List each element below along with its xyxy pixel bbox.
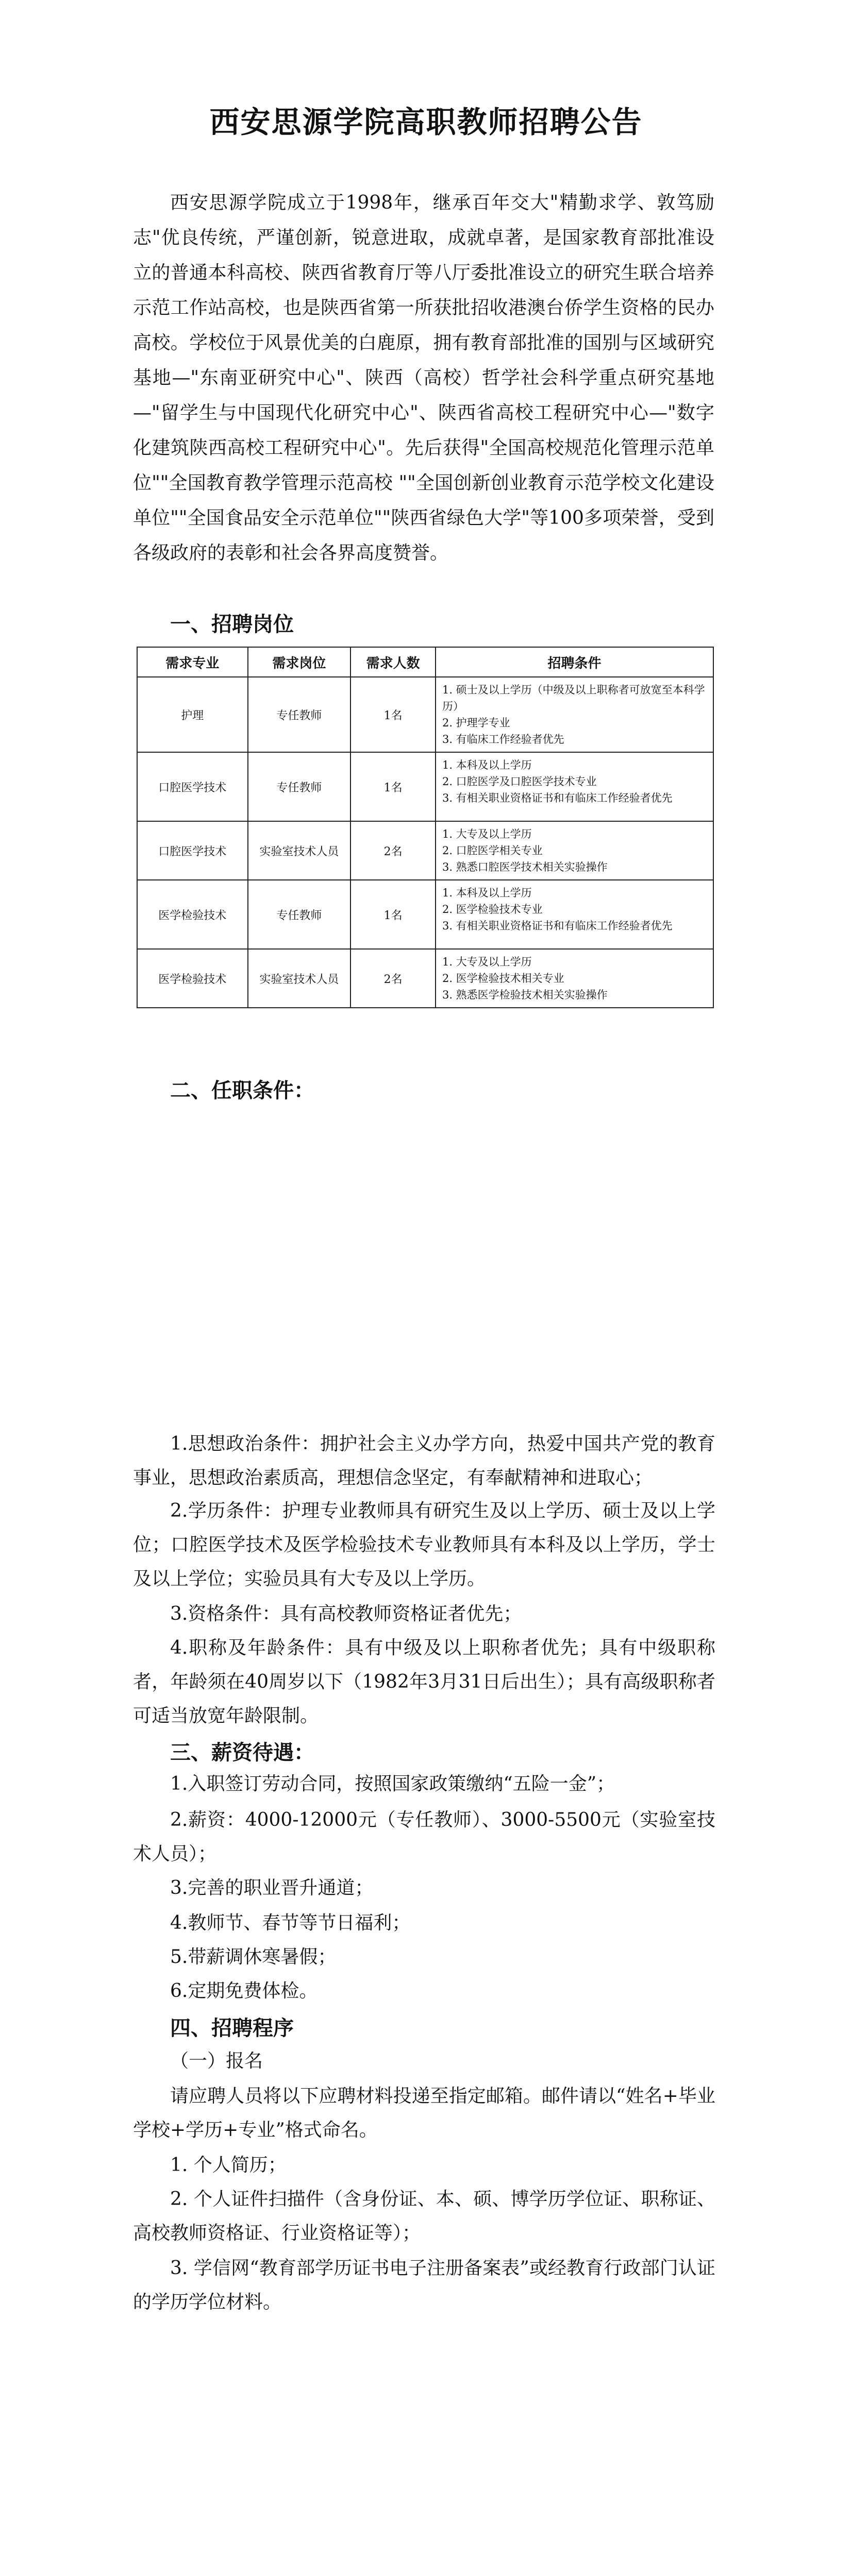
section-heading-requirements: 二、任职条件： — [170, 1078, 314, 1103]
procedure-item: 2. 个人证件扫描件（含身份证、本、硕、博学历学位证、职称证、高校教师资格证、行业资格证等）； — [133, 2189, 715, 2244]
condition-item: 3. 熟悉口腔医学技术相关实验操作 — [442, 861, 608, 873]
cell-conditions — [436, 752, 713, 821]
condition-item: 2. 口腔医学相关专业 — [442, 844, 543, 857]
cell-conditions — [436, 821, 713, 880]
cell-post: 实验室技术人员 — [248, 821, 351, 880]
condition-item: 1. 大专及以上学历 — [442, 956, 532, 968]
header-post: 需求岗位 — [248, 647, 351, 677]
requirement-item: 1.思想政治条件：拥护社会主义办学方向，热爱中国共产党的教育事业，思想政治素质高，理想信念坚定，有奉献精神和进取心； — [133, 1433, 715, 1488]
procedure-intro: 请应聘人员将以下应聘材料投递至指定邮箱。邮件请以“姓名+毕业学校+学历+专业”格式命名。 — [133, 2086, 715, 2141]
cell-post: 实验室技术人员 — [248, 949, 351, 1008]
cell-major: 护理 — [137, 677, 248, 752]
condition-item: 1. 本科及以上学历 — [442, 759, 532, 771]
table-row — [137, 752, 713, 821]
condition-item: 3. 熟悉医学检验技术相关实验操作 — [442, 989, 608, 1001]
intro-paragraph: 西安思源学院成立于1998年，继承百年交大"精勤求学、敦笃励志"优良传统，严谨创新，锐意进取，成就卓著，是国家教育部批准设立的普通本科高校、陕西省教育厅等八厅委批准设立的研究生联合培养示范工作站高校，也是陕西省第一所获批招收港澳台侨学生资格的民办高校。学校位于风景优美的白鹿原，拥有教育部批准的国别与区域研究基地—"东南亚研究中心"、陕西（高校）哲学社会科学重点研究基地—"留学生与中国现代化研究中心"、陕西省高校工程研究中心—"数字化建筑陕西高校工程研究中心"。先后获得"全国高校规范化管理示范单位""全国教育教学管理示范高校 ""全国创新创业教育示范学校文化建设单位""全国食品安全示范单位""陕西省绿色大学"等100多项荣誉，受到各级政府的表彰和社会各界高度赞誉。 — [133, 192, 714, 564]
cell-post: 专任教师 — [248, 677, 351, 752]
cell-major: 医学检验技术 — [137, 949, 248, 1008]
requirement-item: 4.职称及年龄条件：具有中级及以上职称者优先；具有中级职称者，年龄须在40周岁以下（1982年3月31日后出生）；具有高级职称者可适当放宽年龄限制。 — [133, 1637, 715, 1726]
table-row — [137, 949, 713, 1008]
condition-item: 1. 大专及以上学历 — [442, 828, 532, 840]
salary-item: 5.带薪调休寒暑假； — [170, 1946, 337, 1968]
header-count: 需求人数 — [350, 647, 436, 677]
requirement-item: 3.资格条件：具有高校教师资格证者优先； — [170, 1603, 522, 1624]
condition-item: 2. 医学检验技术相关专业 — [442, 972, 564, 985]
salary-item: 4.教师节、春节等节日福利； — [170, 1912, 411, 1934]
page-title: 西安思源学院高职教师招聘公告 — [209, 105, 643, 140]
requirement-item: 2.学历条件：护理专业教师具有研究生及以上学历、硕士及以上学位；口腔医学技术及医学检验技术专业教师具有本科及以上学历，学士及以上学位；实验员具有大专及以上学历。 — [133, 1500, 715, 1589]
cell-count: 2名 — [350, 949, 436, 1008]
procedure-subheading: （一）报名 — [170, 2050, 263, 2072]
section-heading-salary: 三、薪资待遇： — [170, 1740, 314, 1765]
procedure-item: 1. 个人简历； — [170, 2155, 287, 2176]
cell-post: 专任教师 — [248, 880, 351, 949]
section-heading-positions: 一、招聘岗位 — [170, 612, 294, 636]
cell-count: 2名 — [350, 821, 436, 880]
table-row — [137, 880, 713, 949]
header-conditions: 招聘条件 — [436, 647, 713, 677]
condition-item: 3. 有临床工作经验者优先 — [442, 733, 564, 745]
table-row — [137, 821, 713, 880]
condition-item: 2. 护理学专业 — [442, 717, 510, 729]
salary-item: 1.入职签订劳动合同，按照国家政策缴纳“五险一金”； — [170, 1773, 615, 1794]
procedure-item: 3. 学信网“教育部学历证书电子注册备案表”或经教育行政部门认证的学历学位材料。 — [133, 2258, 715, 2313]
cell-count: 1名 — [350, 752, 436, 821]
cell-conditions — [436, 949, 713, 1008]
table-row — [137, 677, 713, 752]
condition-item: 1. 本科及以上学历 — [442, 887, 532, 899]
cell-count: 1名 — [350, 677, 436, 752]
cell-major: 医学检验技术 — [137, 880, 248, 949]
condition-item: 2. 医学检验技术专业 — [442, 903, 543, 916]
salary-item: 6.定期免费体检。 — [170, 1980, 318, 2002]
header-major: 需求专业 — [137, 647, 248, 677]
salary-item: 2.薪资：4000-12000元（专任教师）、3000-5500元（实验室技术人员）； — [133, 1809, 715, 1865]
cell-conditions — [436, 677, 713, 752]
cell-post: 专任教师 — [248, 752, 351, 821]
cell-major: 口腔医学技术 — [137, 821, 248, 880]
section-heading-procedure: 四、招聘程序 — [170, 2016, 294, 2040]
positions-table — [137, 647, 714, 1008]
table-header-row — [137, 647, 713, 677]
cell-count: 1名 — [350, 880, 436, 949]
condition-item: 3. 有相关职业资格证书和有临床工作经验者优先 — [442, 792, 673, 804]
cell-major: 口腔医学技术 — [137, 752, 248, 821]
condition-item: 3. 有相关职业资格证书和有临床工作经验者优先 — [442, 920, 673, 932]
cell-conditions — [436, 880, 713, 949]
salary-item: 3.完善的职业晋升通道； — [170, 1877, 374, 1899]
condition-item: 2. 口腔医学及口腔医学技术专业 — [442, 775, 597, 788]
condition-item: 1. 硕士及以上学历（中级及以上职称者可放宽至本科学历） — [442, 684, 705, 713]
